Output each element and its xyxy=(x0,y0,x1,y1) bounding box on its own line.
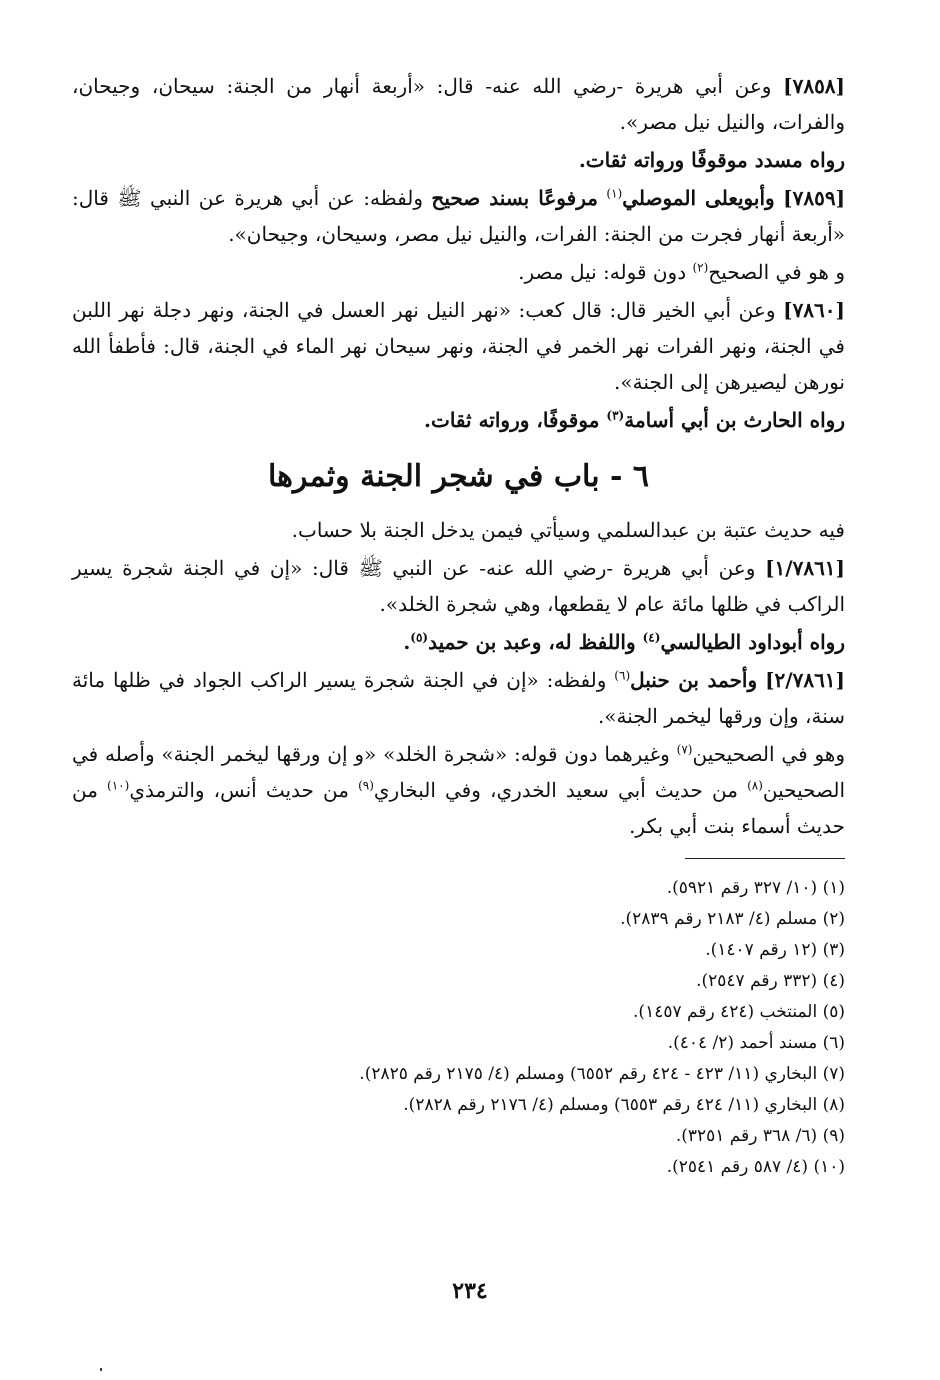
footnote-7: (٧) البخاري (١١/ ٤٢٣ - ٤٢٤ رقم ٦٥٥٢) ومسلم (٤/ ٢١٧٥ رقم ٢٨٢٥). xyxy=(359,1064,845,1084)
footnote-4: (٤) (٣٣٢ رقم ٢٥٤٧). xyxy=(696,971,845,991)
narrator-name: وأبويعلى الموصلي xyxy=(622,186,775,210)
intro-text: فيه حديث عتبة بن عبدالسلمي وسيأتي فيمن يدخل الجنة بلا حساب. xyxy=(291,518,845,542)
hadith-2-7861 xyxy=(72,662,845,734)
hadith-text: ولفظه: عن أبي هريرة عن النبي ﷺ قال: «أربعة أنهار فجرت من الجنة: الفرات، والنيل نيل مصر، وسيحان، وجيحان». xyxy=(72,186,845,246)
footnote-ref: (٦) xyxy=(614,668,631,683)
note-text: وهو في الصحيحين xyxy=(692,742,845,766)
note-text: وغيرهما دون قوله: «شجرة الخلد» «و إن ورقها ليخمر الجنة» وأصله في الصحيحين xyxy=(72,742,846,802)
hadith-7860-source xyxy=(72,402,845,438)
footnote-2: (٢) مسلم (٤/ ٢١٨٣ رقم ٢٨٣٩). xyxy=(620,909,845,929)
footnote-9: (٩) (٦/ ٣٦٨ رقم ٣٢٥١). xyxy=(675,1126,845,1146)
note-text: دون قوله: نيل مصر. xyxy=(518,260,687,284)
footnote-ref: (٧) xyxy=(676,742,693,757)
footnotes xyxy=(72,873,845,1183)
footnote-8: (٨) البخاري (١١/ ٤٢٤ رقم ٦٥٥٣) ومسلم (٤/ ٢١٧٦ رقم ٢٨٢٨). xyxy=(403,1095,845,1115)
chapter-heading: ٦ - باب في شجر الجنة وثمرها xyxy=(267,459,650,494)
hadith-7858 xyxy=(72,68,845,140)
hadith-1-7861-source xyxy=(72,624,845,660)
hadith-number: [٧٨٥٨] xyxy=(783,74,846,98)
source-text: رواه الحارث بن أبي أسامة xyxy=(624,408,845,432)
footnote-ref: (١٠) xyxy=(107,778,130,793)
source-text: رواه أبوداود الطيالسي xyxy=(660,630,845,654)
source-text: رواه مسدد موقوفًا ورواته ثقات. xyxy=(578,148,845,172)
source-text: . xyxy=(403,630,411,654)
narrator-name: وأحمد بن حنبل xyxy=(630,668,758,692)
hadith-text: ولفظه: «إن في الجنة شجرة يسير الراكب الجواد في ظلها مائة سنة، وإن ورقها ليخمر الجنة». xyxy=(72,668,845,728)
footnote-ref: (٤) xyxy=(642,630,661,645)
hadith-7858-source xyxy=(72,142,845,178)
hadith-text: وعن أبي هريرة -رضي الله عنه- عن النبي ﷺ قال: «إن في الجنة شجرة يسير الراكب في ظلها مائة عام لا يقطعها، وهي شجرة الخلد». xyxy=(72,556,845,616)
footnote-3: (٣) (١٢ رقم ١٤٠٧). xyxy=(705,940,845,960)
hadith-1-7861 xyxy=(72,550,845,622)
page-number: ٢٣٤ xyxy=(452,1278,488,1304)
hadith-number: [٧٨٦٠] xyxy=(783,298,845,322)
hadith-text: وعن أبي هريرة -رضي الله عنه- قال: «أربعة أنهار من الجنة: سيحان، وجيحان، والفرات، والنيل نيل مصر». xyxy=(72,74,845,134)
hadith-2-7861-note xyxy=(72,736,845,844)
footnote-ref: (١) xyxy=(606,186,623,201)
hadith-7860 xyxy=(72,292,845,400)
footnote-10: (١٠) (٤/ ٥٨٧ رقم ٢٥٤١). xyxy=(666,1157,845,1177)
footnote-ref: (٣) xyxy=(606,408,625,423)
footnote-ref: (٨) xyxy=(747,778,763,793)
footnote-ref: (٩) xyxy=(358,778,374,793)
footnote-5: (٥) المنتخب (٤٢٤ رقم ١٤٥٧). xyxy=(633,1002,845,1022)
footnote-divider xyxy=(685,858,845,859)
hadith-7859 xyxy=(72,180,845,252)
grading-text: مرفوعًا بسند صحيح xyxy=(431,186,598,210)
scan-speck xyxy=(100,1368,102,1371)
hadith-number: [١/٧٨٦١] xyxy=(765,556,846,580)
note-text: من حديث أبي سعيد الخدري، وفي البخاري xyxy=(373,778,738,802)
source-text: موقوفًا، ورواته ثقات. xyxy=(424,408,600,432)
hadith-number: [٧٨٥٩] xyxy=(783,186,846,210)
footnote-ref: (٥) xyxy=(410,630,429,645)
hadith-7859-note xyxy=(72,254,845,290)
source-text: واللفظ له، وعبد بن حميد xyxy=(428,630,636,654)
footnote-ref: (٢) xyxy=(692,260,709,275)
note-text: و هو في الصحيح xyxy=(708,260,845,284)
footnote-6: (٦) مسند أحمد (٢/ ٤٠٤). xyxy=(667,1033,845,1053)
footnote-1: (١) (١٠/ ٣٢٧ رقم ٥٩٢١). xyxy=(666,878,845,898)
note-text: من حديث أسماء بنت أبي بكر. xyxy=(72,778,845,838)
chapter-intro xyxy=(72,512,845,548)
hadith-number: [٢/٧٨٦١] xyxy=(765,668,846,692)
hadith-text: وعن أبي الخير قال: قال كعب: «نهر النيل نهر العسل في الجنة، ونهر دجلة نهر اللبن في الجنة، ونهر الفرات نهر الخمر في الجنة، ونهر سيحان نهر الماء في الجنة، قال: فأطفأ الله نورهن ليصيرهن إلى الجنة». xyxy=(72,298,845,394)
note-text: من حديث أنس، والترمذي xyxy=(129,778,349,802)
